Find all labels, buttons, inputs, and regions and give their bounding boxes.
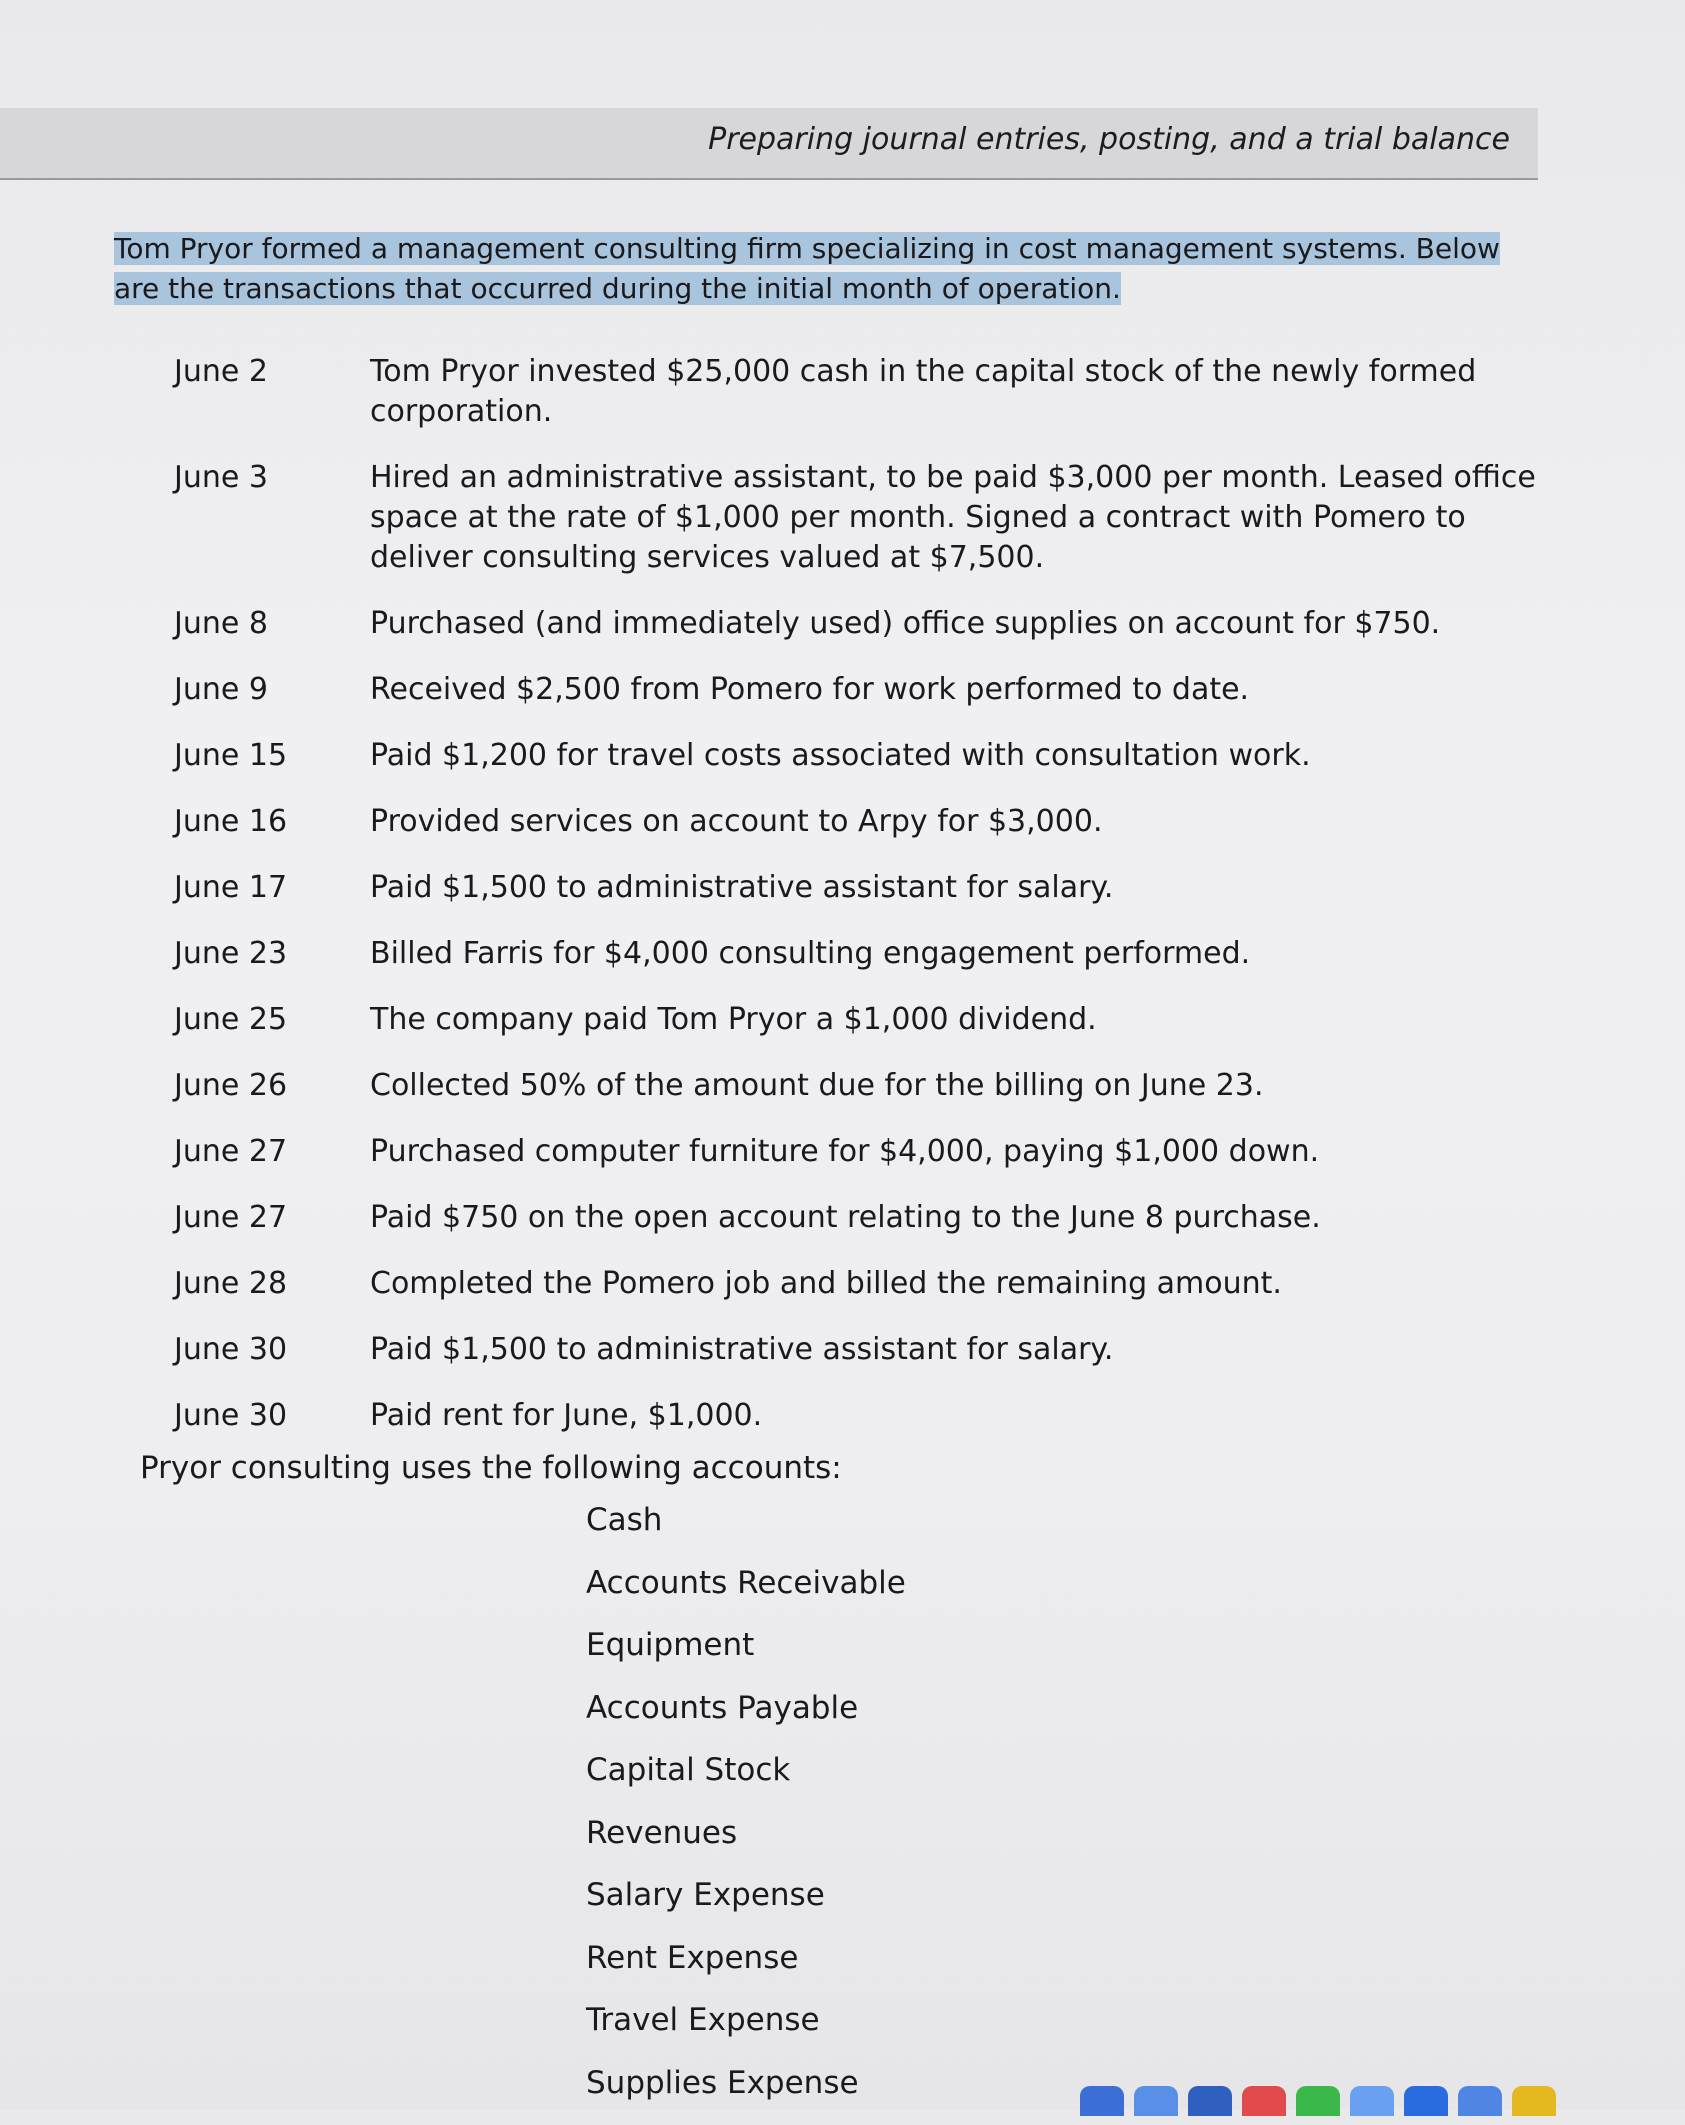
account-item: Revenues	[586, 1813, 906, 1876]
transaction-description: Completed the Pomero job and billed the remaining amount.	[370, 1264, 1554, 1304]
account-item: Travel Expense	[586, 2000, 906, 2063]
transaction-description: Billed Farris for $4,000 consulting engagement performed.	[370, 934, 1554, 974]
dock-app-icon[interactable]	[1296, 2086, 1340, 2116]
account-item: Capital Stock	[586, 1750, 906, 1813]
transaction-date: June 26	[174, 1066, 370, 1106]
dock-app-icon[interactable]	[1134, 2086, 1178, 2116]
transaction-date: June 25	[174, 1000, 370, 1040]
account-item: Accounts Receivable	[586, 1563, 906, 1626]
account-item: Cash	[586, 1500, 906, 1563]
transaction-description: Paid $1,500 to administrative assistant for salary.	[370, 868, 1554, 908]
dock-app-icon[interactable]	[1458, 2086, 1502, 2116]
transaction-date: June 8	[174, 604, 370, 644]
transaction-row	[174, 670, 1554, 710]
dock-app-icon[interactable]	[1242, 2086, 1286, 2116]
dock-app-icon[interactable]	[1080, 2086, 1124, 2116]
transaction-row	[174, 1000, 1554, 1040]
dock-app-icon[interactable]	[1404, 2086, 1448, 2116]
transaction-description: Paid rent for June, $1,000.	[370, 1396, 1554, 1436]
transaction-row	[174, 868, 1554, 908]
accounts-intro: Pryor consulting uses the following accounts:	[140, 1450, 842, 1486]
dock-app-icon[interactable]	[1188, 2086, 1232, 2116]
account-item: Accounts Payable	[586, 1688, 906, 1751]
transaction-description: Provided services on account to Arpy for $3,000.	[370, 802, 1554, 842]
account-item: Equipment	[586, 1625, 906, 1688]
transaction-date: June 16	[174, 802, 370, 842]
transaction-row	[174, 1396, 1554, 1436]
transaction-description: Collected 50% of the amount due for the billing on June 23.	[370, 1066, 1554, 1106]
transaction-description: Paid $750 on the open account relating to the June 8 purchase.	[370, 1198, 1554, 1238]
transaction-date: June 27	[174, 1198, 370, 1238]
transaction-description: Tom Pryor invested $25,000 cash in the capital stock of the newly formed corporation.	[370, 352, 1554, 432]
transaction-description: Paid $1,200 for travel costs associated with consultation work.	[370, 736, 1554, 776]
transaction-description: Paid $1,500 to administrative assistant for salary.	[370, 1330, 1554, 1370]
transaction-date: June 2	[174, 352, 370, 432]
transaction-description: The company paid Tom Pryor a $1,000 dividend.	[370, 1000, 1554, 1040]
transaction-date: June 23	[174, 934, 370, 974]
transaction-row	[174, 802, 1554, 842]
transaction-row	[174, 1330, 1554, 1370]
transaction-date: June 28	[174, 1264, 370, 1304]
transaction-date: June 3	[174, 458, 370, 578]
transaction-date: June 30	[174, 1396, 370, 1436]
transaction-row	[174, 352, 1554, 432]
transaction-date: June 9	[174, 670, 370, 710]
dock-app-icon[interactable]	[1512, 2086, 1556, 2116]
header-bar	[0, 108, 1538, 180]
transaction-description: Received $2,500 from Pomero for work performed to date.	[370, 670, 1554, 710]
intro-paragraph[interactable]	[114, 229, 1554, 309]
account-item: Salary Expense	[586, 1875, 906, 1938]
transaction-row	[174, 1264, 1554, 1304]
transaction-row	[174, 604, 1554, 644]
intro-highlighted-text[interactable]: Tom Pryor formed a management consulting firm specializing in cost management systems. Below are the transactions that occurred during the initial month of operation.	[114, 232, 1500, 305]
transaction-row	[174, 1066, 1554, 1106]
transaction-row	[174, 1132, 1554, 1172]
transaction-date: June 30	[174, 1330, 370, 1370]
transaction-description: Purchased (and immediately used) office supplies on account for $750.	[370, 604, 1554, 644]
dock	[1080, 2086, 1685, 2109]
transaction-date: June 15	[174, 736, 370, 776]
dock-app-icon[interactable]	[1350, 2086, 1394, 2116]
account-item: Rent Expense	[586, 1938, 906, 2001]
transaction-date: June 27	[174, 1132, 370, 1172]
transaction-description: Purchased computer furniture for $4,000, paying $1,000 down.	[370, 1132, 1554, 1172]
transaction-date: June 17	[174, 868, 370, 908]
transaction-description: Hired an administrative assistant, to be paid $3,000 per month. Leased office space at the rate of $1,000 per month. Signed a contract with Pomero to deliver consulting services valued at $7,500.	[370, 458, 1554, 578]
transaction-list	[174, 352, 1554, 1462]
transaction-row	[174, 736, 1554, 776]
transaction-row	[174, 1198, 1554, 1238]
accounts-list	[586, 1500, 906, 2125]
transaction-row	[174, 934, 1554, 974]
page-title: Preparing journal entries, posting, and a trial balance	[708, 122, 1510, 157]
account-item: Supplies Expense	[586, 2063, 906, 2125]
transaction-row	[174, 458, 1554, 578]
